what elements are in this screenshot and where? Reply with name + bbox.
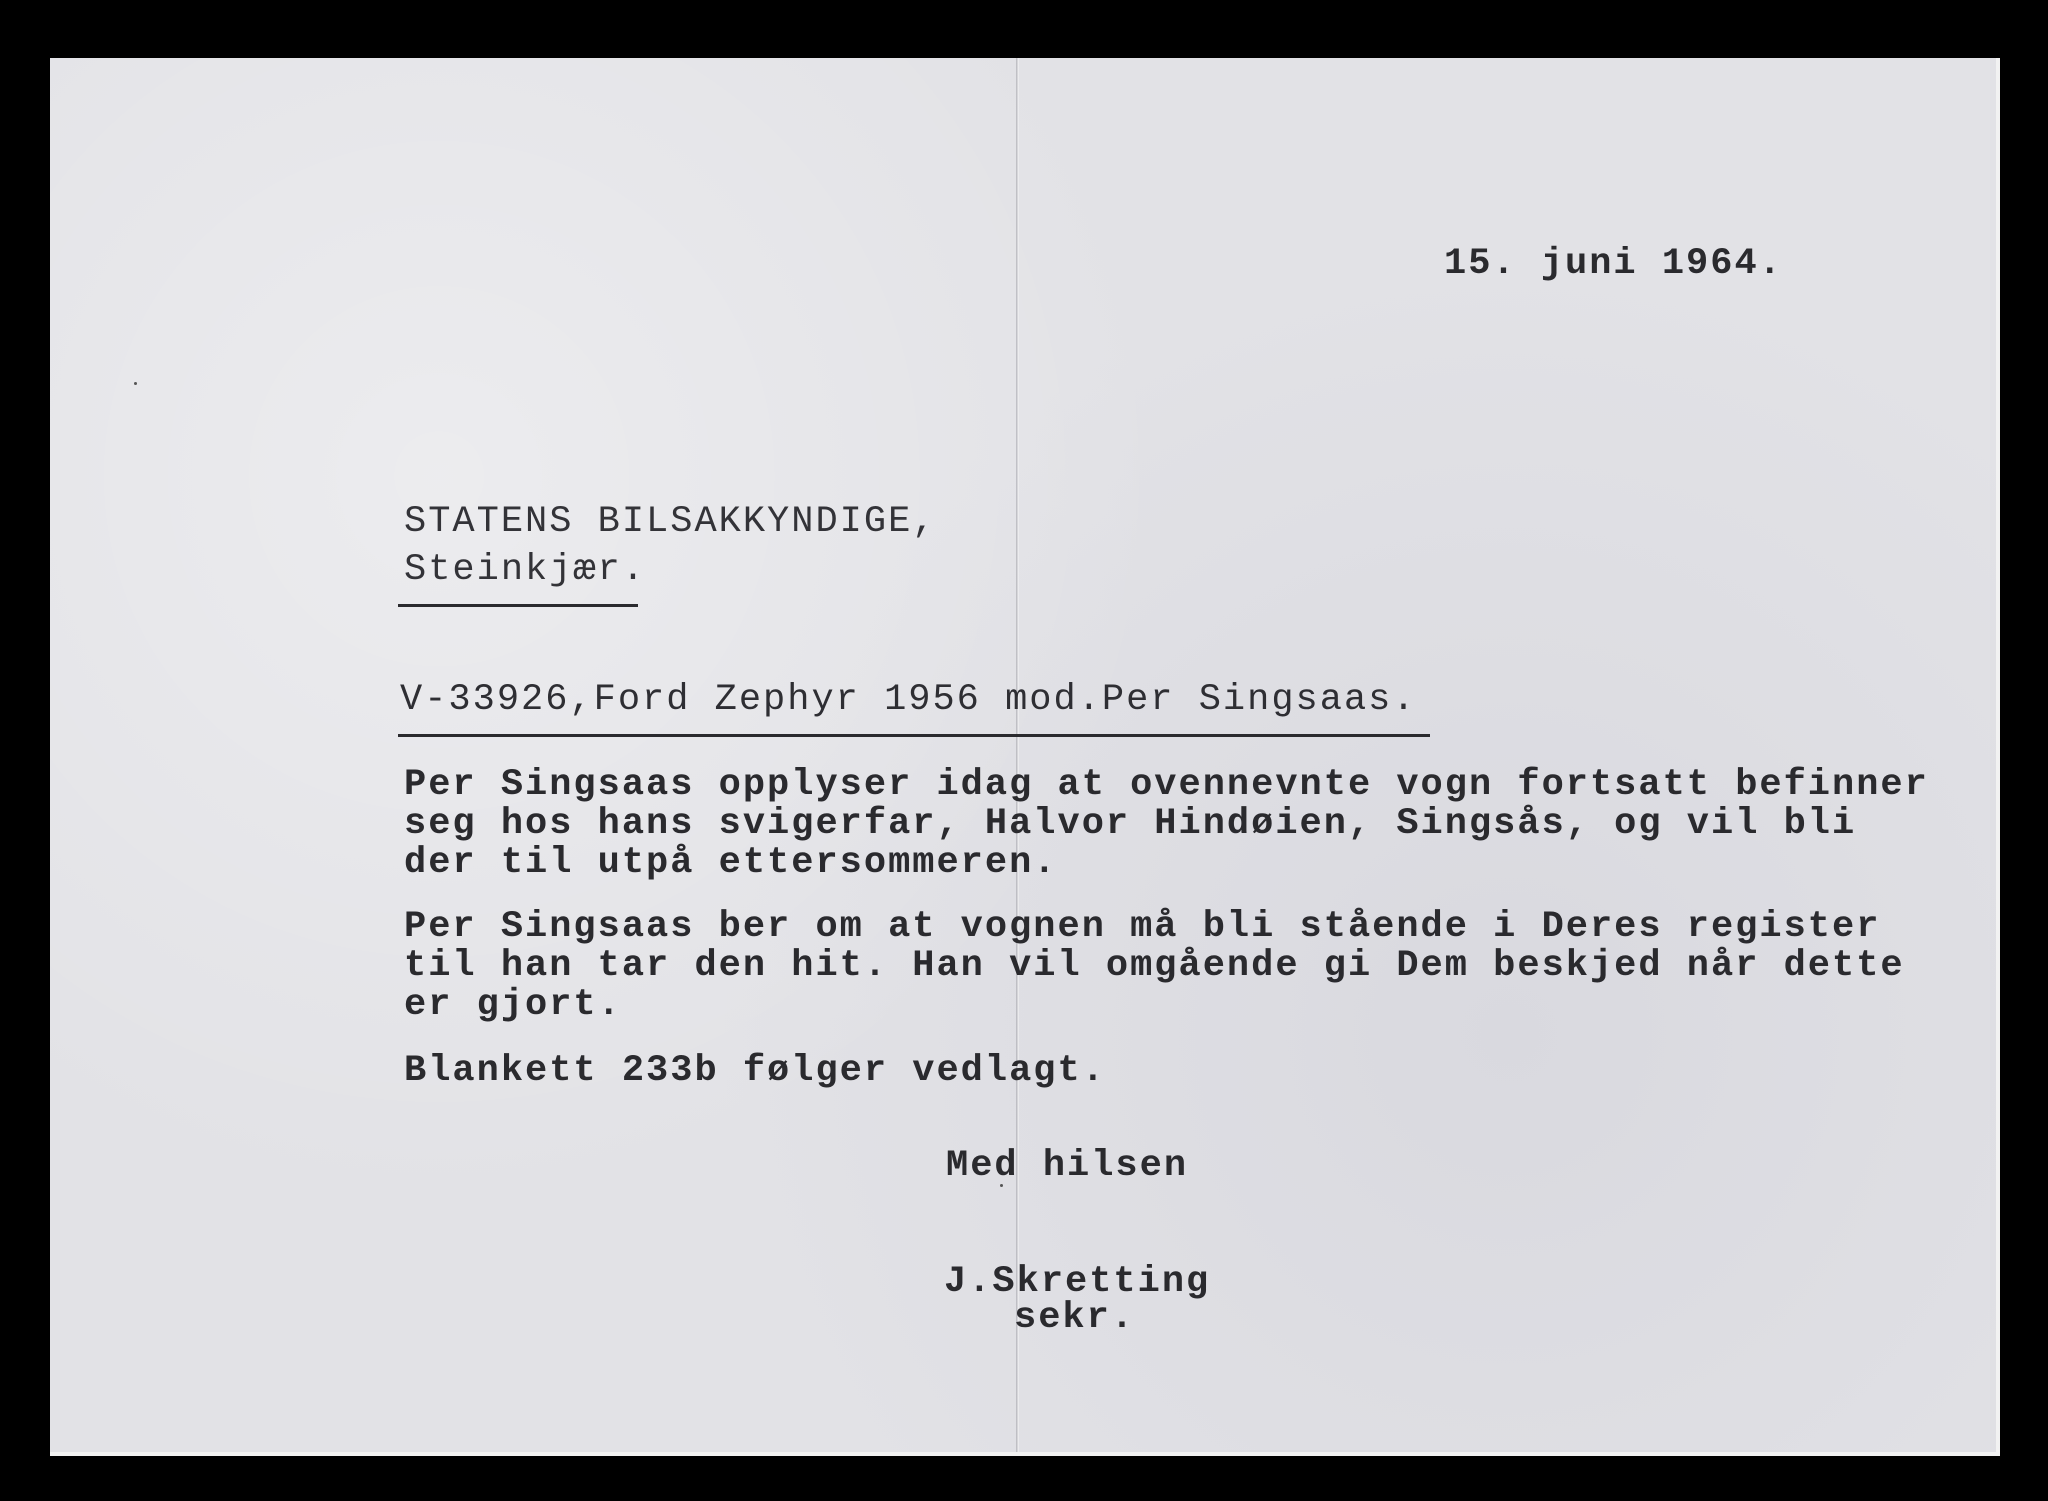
closing-salutation: Med hilsen	[946, 1145, 1189, 1187]
recipient-name: STATENS BILSAKKYNDIGE,	[404, 501, 937, 543]
signer-name: J.Skretting	[944, 1261, 1211, 1303]
body-paragraph: Per Singsaas opplyser idag at ovennevnte vogn fortsatt befinner seg hos hans svigerfar, Halvor Hindøien, Singsås, og vil bli der til utpå ettersommeren.	[404, 764, 1929, 884]
paper-fold-line	[1016, 58, 1019, 1452]
paper-speck	[134, 382, 137, 385]
letter-date: 15. juni 1964.	[1444, 243, 1783, 285]
recipient-city-underline	[398, 604, 638, 607]
subject-line: V-33926,Ford Zephyr 1956 mod.Per Singsaas.	[400, 679, 1417, 721]
signer-title: sekr.	[1014, 1297, 1136, 1339]
subject-underline	[398, 734, 1430, 737]
recipient-city: Steinkjær.	[404, 549, 647, 591]
body-paragraph: Blankett 233b følger vedlagt.	[404, 1050, 1106, 1092]
body-paragraph: Per Singsaas ber om at vognen må bli stående i Deres register til han tar den hit. Han vil omgående gi Dem beskjed når dette er gjort.	[404, 906, 1905, 1026]
